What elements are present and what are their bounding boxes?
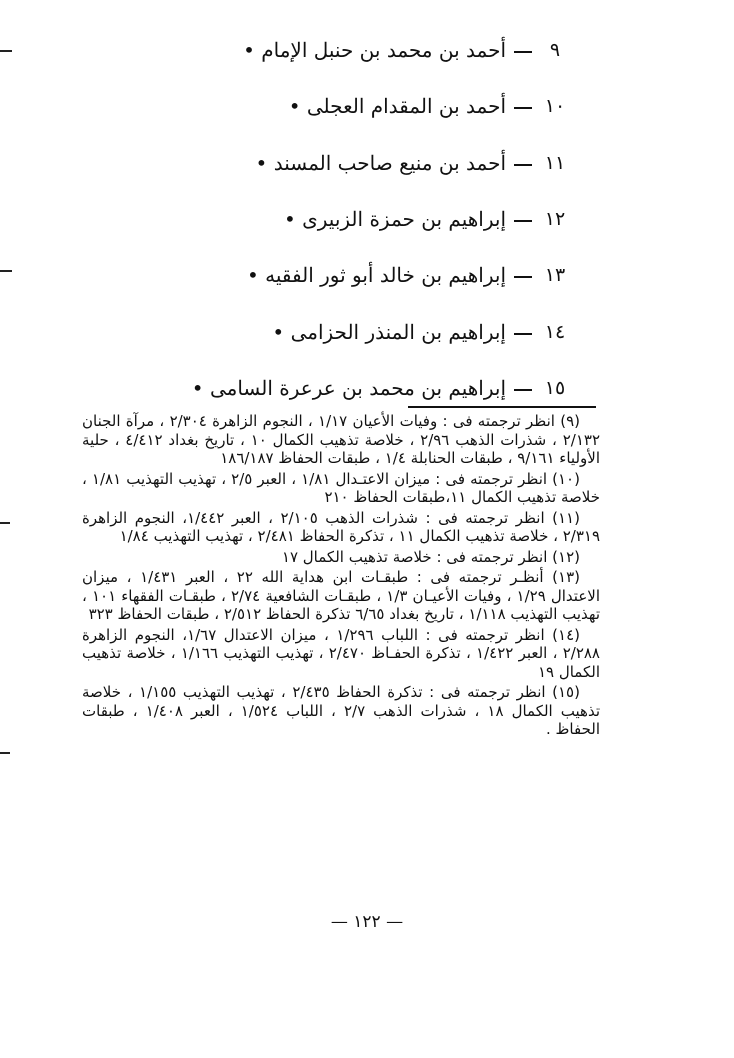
entry-item [150,22,570,78]
entry-name: أحمد بن محمد بن حنبل الإمام • [243,38,506,63]
entry-number: ١٤ [544,320,566,343]
footnote: (١٣) أنظـر ترجمته فى : طبقـات ابن هداية الله ٢٢ ، العبر ١/٤٣١ ، ميزان الاعتدال ١/٢٩ ، وفيات الأعيـان ١/٣ ، طبقـات الشافعية ٢/٧٤ ، طبقـات الفقهاء ١٠١ ، تهذيب التهذيب ١/١١٨ ، تاريخ بغداد ٦/٦٥ تذكرة الحفاظ ٢/٥١٢ ، طبقات الحفاظ ٣٢٣ [82,568,601,623]
entry-number: ١٥ [544,376,566,399]
footnotes [82,412,600,741]
left-margin-mark [0,270,12,272]
entry-name: إبراهيم بن المنذر الحزامى • [272,319,506,344]
entry-name: إبراهيم بن حمزة الزبيرى • [283,207,506,232]
entry-dash [514,333,532,335]
entry-number: ١٢ [544,208,566,231]
entry-name: إبراهيم بن خالد أبو ثور الفقيه • [246,263,506,288]
entry-number: ١١ [544,151,566,174]
entry-item [150,247,570,303]
entry-name: أحمد بن منيع صاحب المسند • [255,150,506,175]
entry-item [150,78,570,134]
entry-number: ١٠ [544,95,566,118]
footnote: (١٠) انظر ترجمته فى : ميزان الاعتـدال ١/٨١ ، العبر ٢/٥ ، تهذيب التهذيب ١/٨١ ، خلاصة تذهيب الكمال ١١،طبقات الحفاظ ٢١٠ [82,469,600,506]
footnote: (١١) انظر ترجمته فى : شذرات الذهب ٢/١٠٥ ، العبر ١/٤٤٢، النجوم الزاهرة ٢/٣١٩ ، خلاصة تذهيب الكمال ١١ ، تذكرة الحفاظ ٢/٤٨١ ، تهذيب التهذيب ١/٨٤ [82,508,600,545]
left-margin-mark [0,50,12,52]
entry-dash [514,276,532,278]
entry-dash [514,220,532,222]
footnote-separator [408,406,596,408]
entry-item [150,135,570,191]
entry-dash [514,107,532,109]
entry-dash [514,389,532,391]
page-number: — ١٢٢ — [330,912,404,932]
footnote: (١٤) انظر ترجمته فى : اللباب ١/٢٩٦ ، ميزان الاعتدال ١/٦٧، النجوم الزاهرة ٢/٢٨٨ ، العبر ١/٤٢٢ ، تذكرة الحفـاظ ٢/٤٧٠ ، تهذيب التهذيب ١/١٦٦ ، خلاصة تذهيب الكمال ١٩ [82,625,600,681]
entry-dash [514,164,532,166]
left-margin-mark [0,522,10,524]
footnote: (١٢) انظر ترجمته فى : خلاصة تذهيب الكمال ١٧ [281,547,580,566]
entry-name: أحمد بن المقدام العجلى • [288,94,506,119]
footnote: (١٥) انظر ترجمته فى : تذكرة الحفاظ ٢/٤٣٥ ، تهذيب التهذيب ١/١٥٥ ، خلاصة تذهيب الكمال ١٨ ، شذرات الذهب ٢/٧ ، اللباب ١/٥٢٤ ، العبر ١/٤٠٨ ، طبقات الحفاظ . [82,683,600,738]
footnote: (٩) انظر ترجمته فى : وفيات الأعيان ١/١٧ ، النجوم الزاهرة ٢/٣٠٤ ، مرآة الجنان ٢/١٣٢ ، شذرات الذهب ٢/٩٦ ، خلاصة تذهيب الكمال ١٠ ، تاريخ بغداد ٤/٤١٢ ، حلية الأولياء ٩/١٦١ ، طبقات الحنابلة ١/٤ ، طبقات الحفاظ ١٨٦/١٨٧ [82,412,601,467]
entry-list [150,22,570,416]
entry-dash [514,51,532,53]
entry-name: إبراهيم بن محمد بن عرعرة السامى • [191,375,506,400]
entry-item [150,303,570,359]
entry-number: ١٣ [544,264,566,287]
entry-item [150,191,570,247]
entry-number: ٩ [549,39,561,62]
left-margin-mark [0,752,10,754]
